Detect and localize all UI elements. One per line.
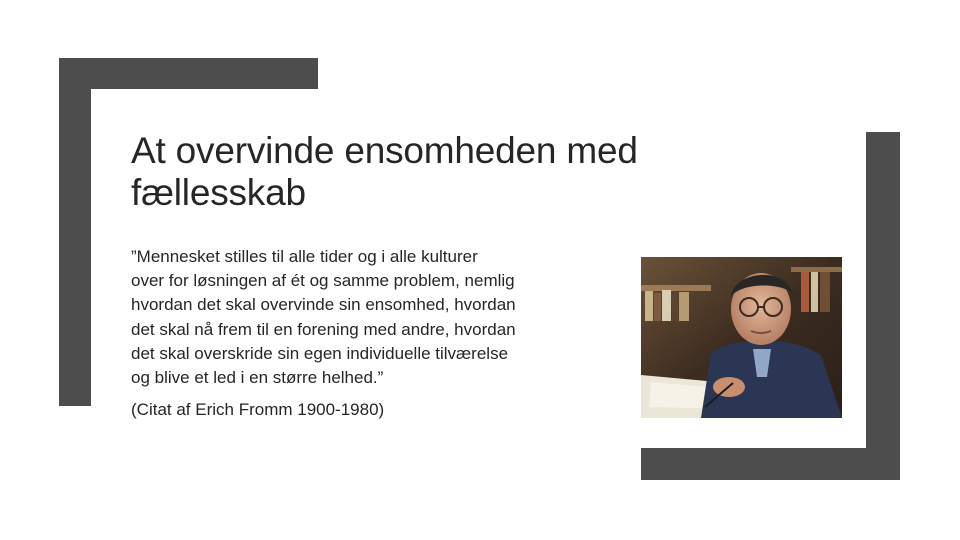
quote-citation: (Citat af Erich Fromm 1900-1980) — [131, 400, 385, 419]
portrait-photo — [641, 257, 842, 418]
frame-bar-right — [866, 132, 900, 480]
frame-bar-left — [59, 58, 91, 406]
portrait-illustration — [641, 257, 842, 418]
quote-text: ”Mennesket stilles til alle tider og i alle kulturer over for løsningen af ét og samme problem, nemlig hvordan det skal overvinde sin ensomhed, hvordan det skal nå frem til en forening med andre, hvordan det skal overskride sin egen individuelle tilværelse og blive et led i en større helhed.” — [131, 247, 516, 388]
frame-bar-top — [59, 58, 318, 89]
frame-bar-bottom — [641, 448, 900, 480]
slide-title: At overvinde ensomheden med fællesskab — [131, 130, 638, 213]
